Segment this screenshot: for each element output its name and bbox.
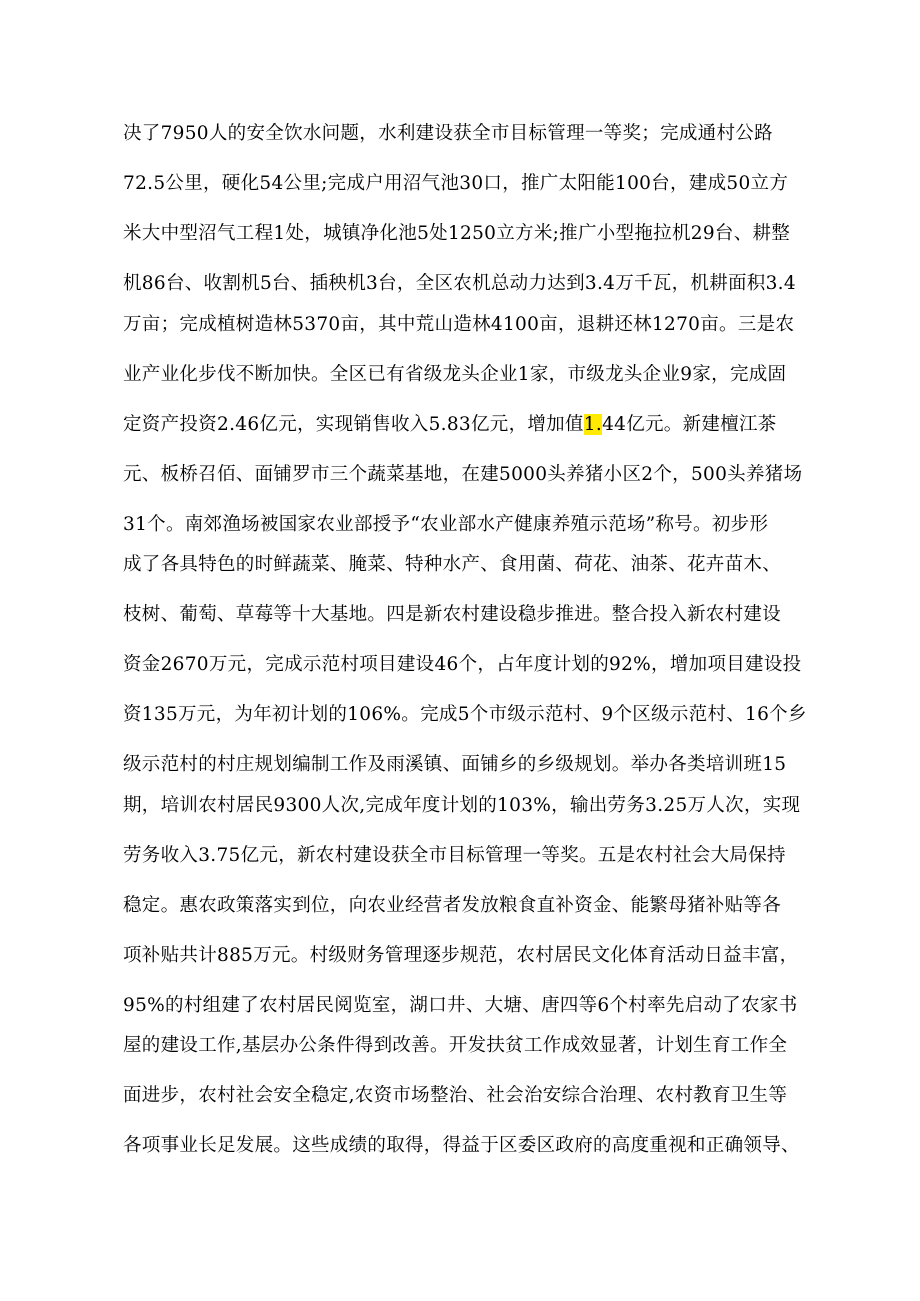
text-line-22: 各项事业长足发展。这些成绩的取得，得益于区委区政府的高度重视和正确领导、 (123, 1135, 800, 1156)
text-line-9: 31个。南郊渔场被国家农业部授予“农业部水产健康养殖示范场”称号。初步形 (123, 514, 769, 535)
text-line-14: 级示范村的村庄规划编制工作及雨溪镇、面铺乡的乡级规划。举办各类培训班15 (123, 754, 787, 775)
text-line-11: 枝树、葡萄、草莓等十大基地。四是新农村建设稳步推进。整合投入新农村建设 (123, 604, 782, 625)
text-line-8: 元、板桥召佰、面铺罗市三个蔬菜基地，在建5000头养猪小区2个，500头养猪场 (123, 464, 803, 485)
highlighted-text: 1. (583, 414, 603, 435)
text-line-7-after: 44亿元。新建檀江茶 (602, 414, 777, 435)
text-line-17: 稳定。惠农政策落实到位，向农业经营者发放粮食直补资金、能繁母猪补贴等各 (123, 895, 782, 916)
text-line-18: 项补贴共计885万元。村级财务管理逐步规范，农村居民文化体育活动日益丰富， (123, 945, 799, 966)
text-line-13: 资135万元，为年初计划的106%。完成5个市级示范村、9个区级示范村、16个乡 (123, 704, 807, 725)
text-line-20: 屋的建设工作,基层办公条件得到改善。开发扶贫工作成效显著，计划生育工作全 (123, 1035, 788, 1056)
text-line-15: 期，培训农村居民9300人次,完成年度计划的103%，输出劳务3.25万人次，实现 (123, 795, 801, 816)
text-line-4: 机86台、收割机5台、插秧机3台，全区农机总动力达到3.4万千瓦，机耕面积3.4 (123, 273, 796, 294)
text-line-3: 米大中型沼气工程1处，城镇净化池5处1250立方米;推广小型拖拉机29台、耕整 (123, 223, 791, 244)
text-line-10: 成了各具特色的时鲜蔬菜、腌菜、特种水产、食用菌、荷花、油茶、花卉苗木、 (123, 554, 782, 575)
text-line-7 (123, 405, 823, 445)
text-line-19: 95%的村组建了农村居民阅览室，湖口井、大塘、唐四等6个村率先启动了农家书 (123, 995, 798, 1016)
text-line-6: 业产业化步伐不断加快。全区已有省级龙头企业1家，市级龙头企业9家，完成固 (123, 364, 787, 385)
text-line-1: 决了7950人的安全饮水问题，水利建设获全市目标管理一等奖；完成通村公路 (123, 123, 773, 144)
text-line-21: 面进步，农村社会安全稳定,农资市场整治、社会治安综合治理、农村教育卫生等 (123, 1085, 788, 1106)
text-line-5: 万亩；完成植树造林5370亩，其中荒山造林4100亩，退耕还林1270亩。三是农 (123, 314, 795, 335)
text-line-12: 资金2670万元，完成示范村项目建设46个，占年度计划的92%，增加项目建设投 (123, 654, 802, 675)
text-line-7-before: 定资产投资2.46亿元，实现销售收入5.83亿元，增加值 (123, 414, 584, 435)
text-line-2: 72.5公里，硬化54公里;完成户用沼气池30口，推广太阳能100台，建成50立方 (123, 173, 789, 194)
text-line-16: 劳务收入3.75亿元，新农村建设获全市目标管理一等奖。五是农村社会大局保持 (123, 845, 786, 866)
